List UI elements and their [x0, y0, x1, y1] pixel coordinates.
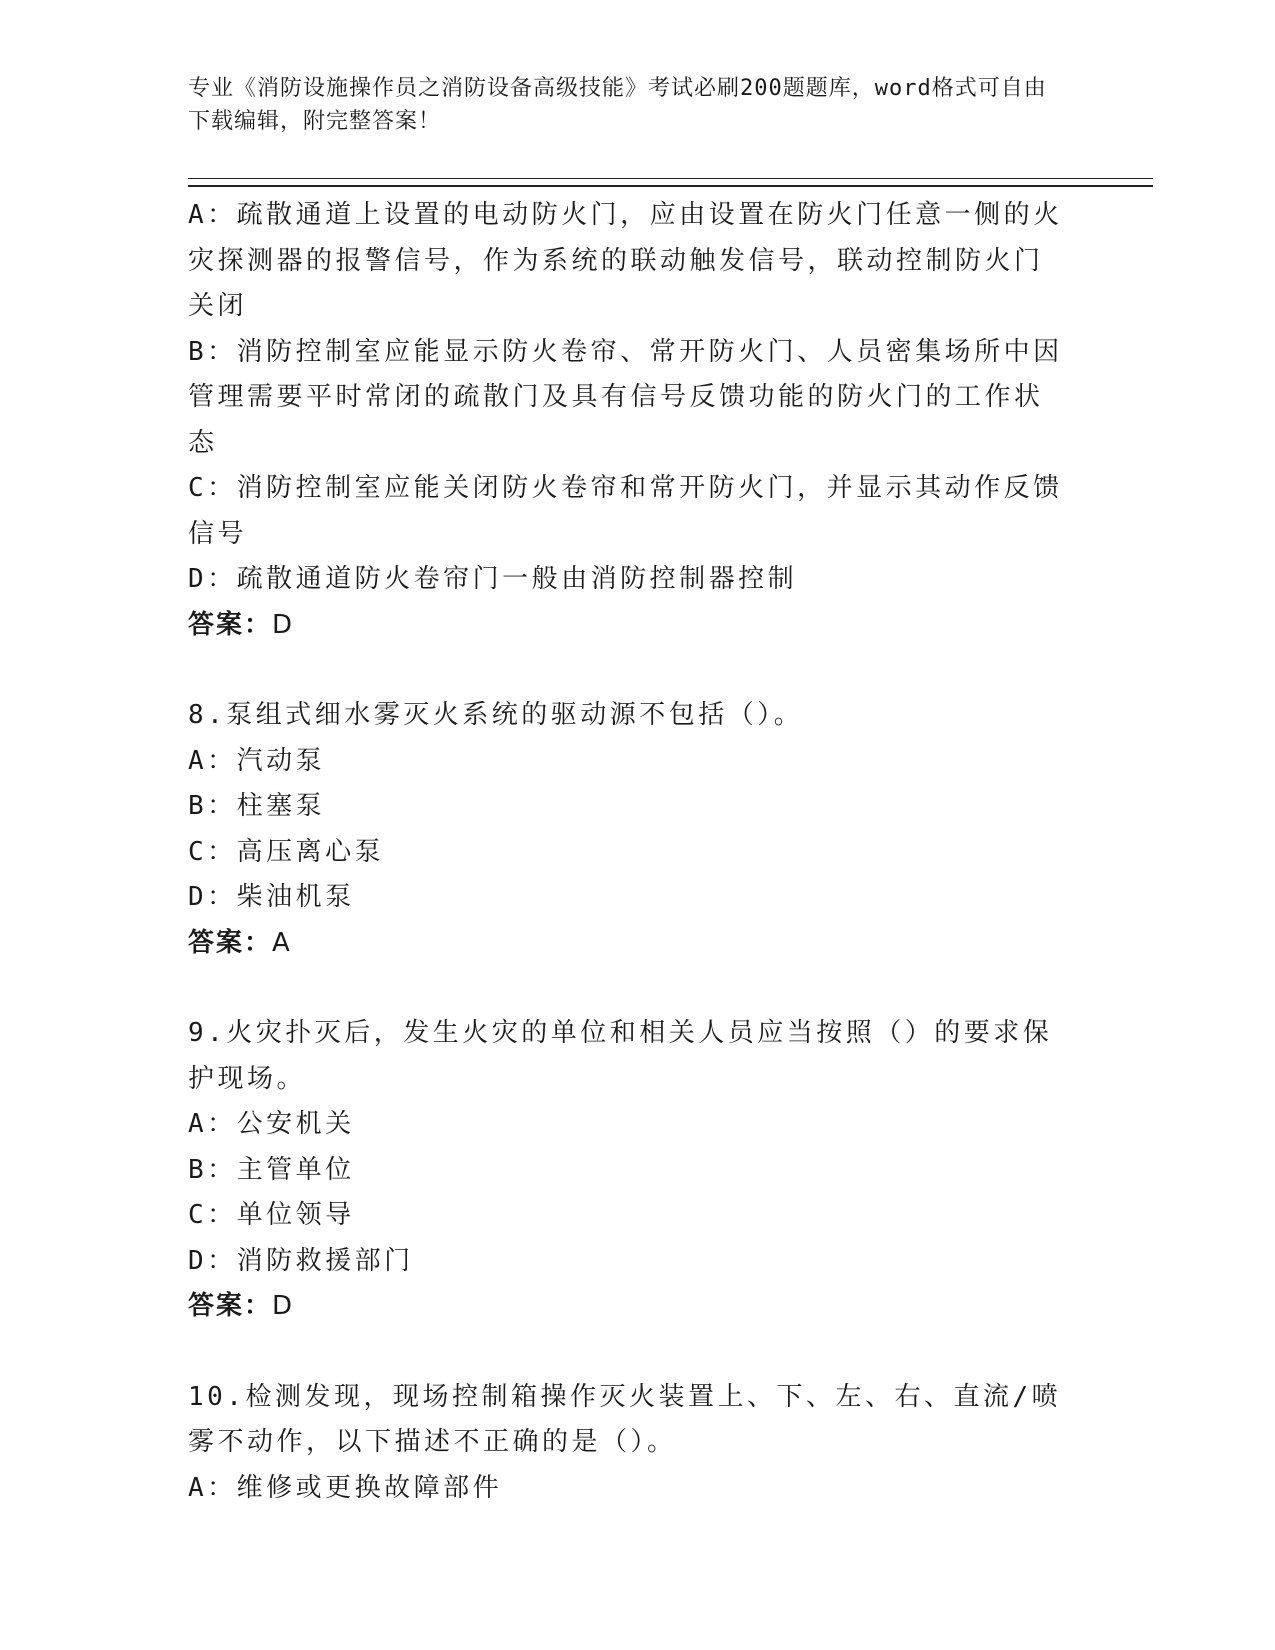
- question-block-7: [188, 193, 1068, 648]
- question-stem: 10.检测发现，现场控制箱操作灭火装置上、下、左、右、直流/喷雾不动作，以下描述不正确的是（）。: [188, 1381, 1062, 1457]
- answer-line: [188, 921, 1068, 967]
- question-block-9: [188, 1011, 1068, 1330]
- option-d: D：柴油机泵: [188, 882, 355, 912]
- option-b: B：柱塞泵: [188, 791, 326, 821]
- answer-line: [188, 603, 1068, 649]
- option-a: A：公安机关: [188, 1109, 355, 1139]
- option-b: B：消防控制室应能显示防火卷帘、常开防火门、人员密集场所中因管理需要平时常闭的疏散门及具有信号反馈功能的防火门的工作状态: [188, 336, 1063, 458]
- answer-line: [188, 1284, 1068, 1330]
- option-d: D：疏散通道防火卷帘门一般由消防控制器控制: [188, 564, 798, 594]
- document-page: [188, 72, 1153, 1511]
- answer-value: D: [272, 609, 295, 640]
- question-block-8: [188, 693, 1068, 966]
- option-c: C：消防控制室应能关闭防火卷帘和常开防火门，并显示其动作反馈信号: [188, 473, 1063, 549]
- option-c: C：单位领导: [188, 1200, 355, 1230]
- question-stem: 9.火灾扑灭后，发生火灾的单位和相关人员应当按照（）的要求保护现场。: [188, 1018, 1053, 1094]
- answer-value: D: [272, 1291, 295, 1321]
- option-c: C：高压离心泵: [188, 836, 385, 867]
- answer-label: 答案：: [188, 927, 273, 958]
- option-a: A：维修或更换故障部件: [188, 1472, 503, 1503]
- document-header: 专业《消防设施操作员之消防设备高级技能》考试必刷200题题库，word格式可自由下载编辑，附完整答案！: [188, 76, 1047, 134]
- option-a: A：汽动泵: [188, 745, 326, 776]
- option-b: B：主管单位: [188, 1154, 355, 1185]
- option-a: A：疏散通道上设置的电动防火门，应由设置在防火门任意一侧的火灾探测器的报警信号，作为系统的联动触发信号，联动控制防火门关闭: [188, 200, 1063, 321]
- question-block-10: [188, 1375, 1068, 1512]
- document-body: [188, 193, 1068, 1511]
- answer-value: A: [272, 927, 292, 958]
- answer-label: 答案：: [188, 609, 273, 640]
- answer-label: 答案：: [188, 1291, 273, 1321]
- question-stem: 8.泵组式细水雾灭火系统的驱动源不包括（）。: [188, 700, 804, 730]
- header-divider: [188, 178, 1153, 187]
- option-d: D：消防救援部门: [188, 1245, 414, 1276]
